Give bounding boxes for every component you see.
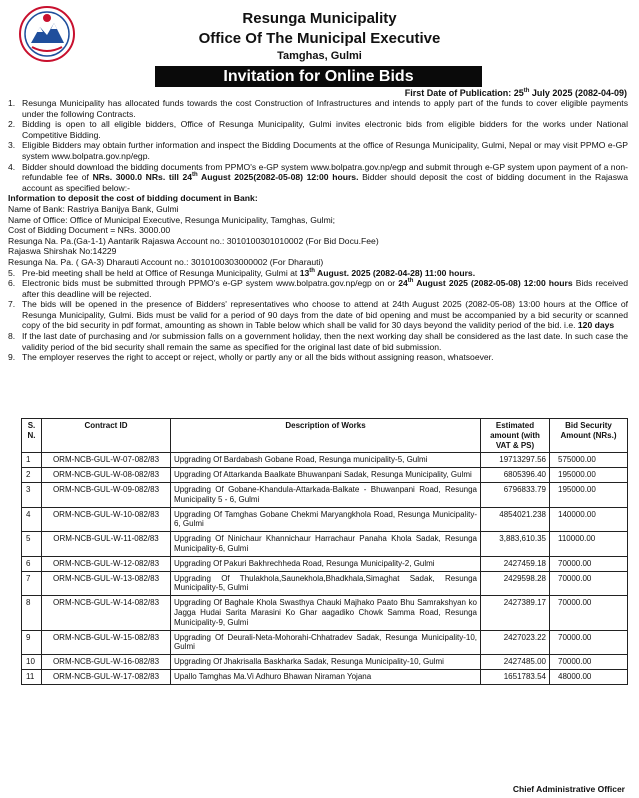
cell-contract-id: ORM-NCB-GUL-W-13-082/83 xyxy=(42,571,171,596)
header-description: Description of Works xyxy=(171,419,481,453)
table-row xyxy=(22,571,628,596)
table-row xyxy=(22,482,628,507)
table-row xyxy=(22,655,628,670)
cell-sn: 7 xyxy=(22,571,42,596)
table-row xyxy=(22,556,628,571)
bank-name: Name of Bank: Rastriya Banijya Bank, Gulmi xyxy=(8,203,179,214)
bank-info-heading: Information to deposit the cost of bidding document in Bank: xyxy=(8,193,258,204)
publication-date: First Date of Publication: 25th July 2025 (2082-04-09) xyxy=(404,88,627,98)
cell-description: Upgrading Of Bardabash Gobane Road, Resunga municipality-5, Gulmi xyxy=(171,453,481,468)
cell-contract-id: ORM-NCB-GUL-W-16-082/83 xyxy=(42,655,171,670)
cell-sn: 11 xyxy=(22,669,42,684)
cell-sn: 2 xyxy=(22,468,42,483)
cell-contract-id: ORM-NCB-GUL-W-12-082/83 xyxy=(42,556,171,571)
cell-bid-security: 70000.00 xyxy=(550,655,628,670)
table-row xyxy=(22,630,628,655)
cell-contract-id: ORM-NCB-GUL-W-08-082/83 xyxy=(42,468,171,483)
cell-description: Upgrading Of Pakuri Bakhrechheda Road, Resunga Municipality-2, Gulmi xyxy=(171,556,481,571)
table-row xyxy=(22,468,628,483)
cell-bid-security: 195000.00 xyxy=(550,482,628,507)
cell-bid-security: 195000.00 xyxy=(550,468,628,483)
clause-1: 1. Resunga Municipality has allocated funds towards the cost Construction of Infrastructures and intends to apply part of the funds to cover eligible payments under the following Contracts. xyxy=(8,98,628,119)
clause-5: 5. Pre-bid meeting shall be held at Office of Resunga Municipality, Gulmi at 13th August. 2025 (2082-04-28) 11:00 hours. xyxy=(8,267,476,278)
clause-8: 8. If the last date of purchasing and /or submission falls on a government holiday, then the next working day shall be considered as the last date. In such case the validity period of the bid security shall remain the same as specified for the original last date of bid submission. xyxy=(8,331,628,352)
signatory-title: Chief Administrative Officer xyxy=(512,784,625,794)
cell-contract-id: ORM-NCB-GUL-W-07-082/83 xyxy=(42,453,171,468)
municipality-name: Resunga Municipality xyxy=(242,10,397,27)
cell-sn: 4 xyxy=(22,507,42,532)
cell-bid-security: 48000.00 xyxy=(550,669,628,684)
cell-contract-id: ORM-NCB-GUL-W-14-082/83 xyxy=(42,596,171,630)
cell-bid-security: 70000.00 xyxy=(550,596,628,630)
clause-2: 2. Bidding is open to all eligible bidders, Office of Resunga Municipality, Gulmi invites electronic bids from eligible bidders for the works under National Competitive Bidding. xyxy=(8,119,628,140)
cell-estimated-amount: 2427389.17 xyxy=(481,596,550,630)
cell-description: Upgrading Of Gobane-Khandula-Attarkada-Balkate - Bhuwanpani Road, Resunga Municipality 5 - 6, Gulmi xyxy=(171,482,481,507)
cell-contract-id: ORM-NCB-GUL-W-11-082/83 xyxy=(42,532,171,557)
header-contract-id: Contract ID xyxy=(42,419,171,453)
cell-estimated-amount: 6796833.79 xyxy=(481,482,550,507)
cell-estimated-amount: 19713297.56 xyxy=(481,453,550,468)
cell-estimated-amount: 2427459.18 xyxy=(481,556,550,571)
cell-sn: 10 xyxy=(22,655,42,670)
deposit-account: Resunga Na. Pa. ( GA-3) Dharauti Account no.: 3010100303000002 (For Dharauti) xyxy=(8,256,324,267)
office-account-name: Name of Office: Office of Municipal Executive, Resunga Municipality, Tamghas, Gulmi; xyxy=(8,214,336,225)
document-cost: Cost of Bidding Document = NRs. 3000.00 xyxy=(8,225,171,236)
notice-title-banner: Invitation for Online Bids xyxy=(155,66,482,87)
cell-contract-id: ORM-NCB-GUL-W-09-082/83 xyxy=(42,482,171,507)
clause-6: 6. Electronic bids must be submitted through PPMO's e-GP system www.bolpatra.gov.np/egp on or 24th August 2025 (2082-05-08) 12:00 hours Bids received after this deadline will be rejected. xyxy=(8,278,628,299)
cell-contract-id: ORM-NCB-GUL-W-10-082/83 xyxy=(42,507,171,532)
revenue-heading-no: Rajaswa Shirshak No:14229 xyxy=(8,246,117,257)
cell-description: Upgrading Of Ninichaur Khannichaur Harrachaur Panaha Khola Sadak, Resunga Municipality-6, Gulmi xyxy=(171,532,481,557)
table-row xyxy=(22,507,628,532)
cell-sn: 5 xyxy=(22,532,42,557)
cell-description: Upallo Tamghas Ma.Vi Adhuro Bhawan Niraman Yojana xyxy=(171,669,481,684)
cell-bid-security: 110000.00 xyxy=(550,532,628,557)
cell-sn: 3 xyxy=(22,482,42,507)
cell-contract-id: ORM-NCB-GUL-W-17-082/83 xyxy=(42,669,171,684)
office-name: Office Of The Municipal Executive xyxy=(198,30,441,47)
clause-9: 9. The employer reserves the right to accept or reject, wholly or partly any or all the bids without assigning reason, whatsoever. xyxy=(8,352,494,363)
cell-contract-id: ORM-NCB-GUL-W-15-082/83 xyxy=(42,630,171,655)
office-location: Tamghas, Gulmi xyxy=(277,50,362,62)
cell-estimated-amount: 2427023.22 xyxy=(481,630,550,655)
cell-description: Upgrading Of Tamghas Gobane Chekmi Maryangkhola Road, Resunga Municipality-6, Gulmi xyxy=(171,507,481,532)
cell-estimated-amount: 1651783.54 xyxy=(481,669,550,684)
table-row xyxy=(22,596,628,630)
cell-bid-security: 70000.00 xyxy=(550,571,628,596)
cell-bid-security: 70000.00 xyxy=(550,630,628,655)
cell-sn: 1 xyxy=(22,453,42,468)
table-row xyxy=(22,669,628,684)
header-sn: S. N. xyxy=(22,419,42,453)
cell-sn: 8 xyxy=(22,596,42,630)
cell-estimated-amount: 2429598.28 xyxy=(481,571,550,596)
cell-bid-security: 70000.00 xyxy=(550,556,628,571)
cell-sn: 6 xyxy=(22,556,42,571)
cell-description: Upgrading Of Thulakhola,Saunekhola,Bhadkhala,Simaghat Sadak, Resunga Municipality-5, Gulmi xyxy=(171,571,481,596)
cell-description: Upgrading Of Baghale Khola Swasthya Chauki Majhako Paato Bhu Samrakshyan ko Jagga Hudai Sarita Marasini Ko Ghar aagadiko Chowk Samma Road, Resunga Municipality-9, Gulmi xyxy=(171,596,481,630)
notice-body xyxy=(8,98,628,363)
revenue-account: Resunga Na. Pa.(Ga-1-1) Aantarik Rajaswa Account no.: 3010100301010002 (For Bid Docu.Fee) xyxy=(8,235,379,246)
table-row xyxy=(22,453,628,468)
cell-estimated-amount: 2427485.00 xyxy=(481,655,550,670)
cell-sn: 9 xyxy=(22,630,42,655)
header-estimated-amount: Estimated amount (with VAT & PS) xyxy=(481,419,550,453)
header-bid-security: Bid Security Amount (NRs.) xyxy=(550,419,628,453)
cell-description: Upgrading Of Deurali-Neta-Mohorahi-Chhatradev Sadak, Resunga Municipality-10, Gulmi xyxy=(171,630,481,655)
clause-7: 7. The bids will be opened in the presence of Bidders' representatives who choose to attend at 24th August 2025 (2082-05-08) 13:00 hours at the Office of Resunga Municipality, Gulmi. Bids must be valid for a period of 90 days from the date of bid opening and must be accompanied by a bid security or scanned copy of the bid security in pdf format, amounting as shown in Table below which shall be valid for 30 days beyond the validity period of the bid. i.e. 120 days xyxy=(8,299,628,331)
cell-description: Upgrading Of Attarkanda Baalkate Bhuwanpani Sadak, Resunga Municipality, Gulmi xyxy=(171,468,481,483)
cell-bid-security: 140000.00 xyxy=(550,507,628,532)
clause-3: 3. Eligible Bidders may obtain further information and inspect the Bidding Documents at the office of Resunga Municipality, Gulmi, Nepal or may visit PPMO e-GP system www.bolpatra.gov.np/egp. xyxy=(8,140,628,161)
cell-bid-security: 575000.00 xyxy=(550,453,628,468)
cell-estimated-amount: 6805396.40 xyxy=(481,468,550,483)
cell-description: Upgrading Of Jhakrisalla Baskharka Sadak, Resunga Municipality-10, Gulmi xyxy=(171,655,481,670)
clause-4: 4. Bidder should download the bidding documents from PPMO's e-GP system www.bolpatra.gov.np/egp and submit through e-GP system upon payment of a non-refundable fee of NRs. 3000.0 NRs. till 24th August 2025(2082-05-08) 12:00 hours. Bidder should deposit the cost of bidding document in the Rajaswa account as specified below:- xyxy=(8,161,628,193)
contracts-table xyxy=(21,418,628,685)
cell-estimated-amount: 3,883,610.35 xyxy=(481,532,550,557)
table-row xyxy=(22,532,628,557)
cell-estimated-amount: 4854021.238 xyxy=(481,507,550,532)
table-header-row xyxy=(22,419,628,453)
